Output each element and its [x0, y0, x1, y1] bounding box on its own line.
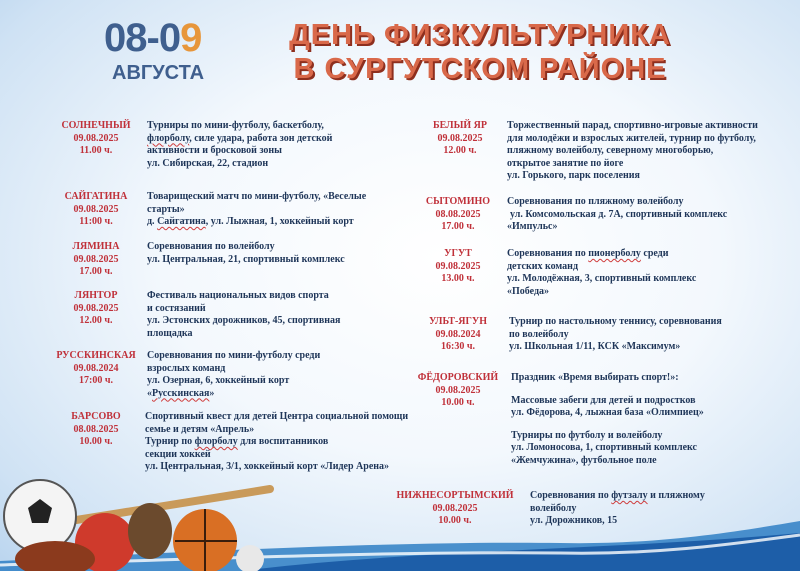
- event-date: 09.08.2025: [73, 253, 119, 265]
- event-place: НИЖНЕСОРТЫМСКИЙ: [396, 490, 514, 501]
- event-time: 17:00 ч.: [79, 375, 113, 386]
- sports-equipment-image: [0, 461, 280, 571]
- description-line: флорболу, силе удара, работа зон детской: [147, 132, 333, 144]
- description-line: ул. Эстонских дорожников, 45, спортивная: [147, 315, 341, 326]
- event-place: УЛЬТ-ЯГУН: [428, 316, 488, 327]
- event-ugut-description: [507, 248, 782, 298]
- event-lyantor-info: [48, 290, 144, 328]
- description-line: Турнир по флорболу для воспитанников: [145, 436, 329, 447]
- description-line: волейболу: [530, 502, 577, 514]
- month-label: АВГУСТА: [112, 62, 205, 84]
- event-place: СЫТОМИНО: [425, 196, 491, 207]
- event-date: 09.08.2025: [435, 260, 481, 272]
- event-lyamina-info: [48, 241, 144, 279]
- event-place: САЙГАТИНА: [64, 191, 128, 202]
- event-time: 10.00 ч.: [79, 436, 113, 447]
- event-fedorovsky-info: [410, 372, 506, 410]
- description-line: активности и бросковой зоны: [147, 145, 282, 156]
- event-russkinskaya-info: [48, 350, 144, 388]
- event-date: 09.08.2025: [73, 203, 119, 215]
- event-lyamina-description: [147, 241, 407, 266]
- description-line: Торжественный парад, спортивно-игровые активности: [507, 120, 758, 131]
- description-line: ул. Молодёжная, 3, спортивный комплекс: [507, 273, 697, 284]
- description-line: «Русскинская»: [147, 387, 215, 399]
- description-line: и состязаний: [147, 302, 206, 314]
- event-lyantor-description: [147, 290, 407, 340]
- description-line: Турнир по настольному теннису, соревнования: [509, 316, 722, 327]
- description-line: д. Сайгатина, ул. Лыжная, 1, хоккейный корт: [147, 216, 354, 227]
- description-line: Товарищеский матч по мини-футболу, «Веселые: [147, 191, 367, 202]
- description-line: ул. Комсомольская д. 7А, спортивный комплекс: [510, 208, 728, 220]
- event-time: 11:00 ч.: [79, 216, 113, 227]
- description-line: ул. Фёдорова, 4, лыжная база «Олимпиец»: [511, 407, 704, 418]
- event-place: УГУТ: [444, 248, 472, 259]
- description-line: ул. Дорожников, 15: [530, 515, 618, 526]
- description-line: Турниры по футболу и волейболу: [511, 429, 663, 441]
- event-barsovo-description: [145, 411, 425, 474]
- event-date: 08.08.2025: [73, 423, 119, 435]
- description-line: ул. Центральная, 3/1, хоккейный корт «Лидер Арена»: [145, 461, 390, 472]
- event-time: 17.00 ч.: [441, 221, 475, 232]
- description-line: ул. Центральная, 21, спортивный комплекс: [147, 253, 345, 265]
- event-time: 12.00 ч.: [443, 145, 477, 156]
- event-sytomino-description: [507, 196, 782, 234]
- event-time: 17.00 ч.: [79, 266, 113, 277]
- description-line: Соревнования по мини-футболу среди: [147, 350, 321, 361]
- description-line: ул. Горького, парк поселения: [507, 170, 640, 181]
- event-russkinskaya-description: [147, 350, 407, 400]
- event-time: 10.00 ч.: [441, 397, 475, 408]
- title-line-1: ДЕНЬ ФИЗКУЛЬТУРНИКА: [289, 19, 671, 51]
- description-line: семье и детям «Апрель»: [145, 423, 255, 435]
- description-line: по волейболу: [509, 328, 569, 340]
- description-line: взрослых команд: [147, 362, 226, 374]
- event-solnechny-description: [147, 120, 407, 170]
- event-fedorovsky-description: [511, 372, 786, 467]
- event-place: РУССКИНСКАЯ: [56, 350, 136, 361]
- description-line: открытое занятие по йоге: [507, 157, 624, 169]
- event-time: 13.00 ч.: [441, 273, 475, 284]
- description-line: Соревнования по волейболу: [147, 241, 275, 252]
- event-place: ЛЯМИНА: [72, 241, 120, 252]
- description-line: старты»: [147, 203, 185, 215]
- event-date: 09.08.2025: [437, 132, 483, 144]
- description-line: ул. Озерная, 6, хоккейный корт: [147, 375, 290, 386]
- event-ugut-info: [410, 248, 506, 286]
- description-line: секции хоккей: [145, 448, 211, 460]
- description-line: «Импульс»: [507, 221, 558, 232]
- event-ult-yagun-description: [509, 316, 784, 354]
- event-ult-yagun-info: [410, 316, 506, 354]
- description-line: Фестиваль национальных видов спорта: [147, 290, 329, 301]
- description-line: для молодёжи и взрослых жителей, турнир по футболу,: [507, 132, 756, 144]
- description-line: «Жемчужина», футбольное поле: [511, 454, 657, 466]
- event-date: 09.08.2025: [73, 132, 119, 144]
- description-line: Спортивный квест для детей Центра социальной помощи: [145, 411, 409, 422]
- event-solnechny-info: [48, 120, 144, 158]
- description-line: ул. Сибирская, 22, стадион: [147, 157, 269, 169]
- event-bely-yar-description: [507, 120, 782, 183]
- event-time: 11.00 ч.: [79, 145, 113, 156]
- event-time: 12.00 ч.: [79, 315, 113, 326]
- event-time: 16:30 ч.: [441, 341, 475, 352]
- spacer: [511, 420, 786, 430]
- event-date: 09.08.2025: [432, 502, 478, 514]
- page-title: [250, 18, 710, 86]
- description-line: Турниры по мини-футболу, баскетболу,: [147, 120, 324, 131]
- event-place: СОЛНЕЧНЫЙ: [61, 120, 131, 131]
- description-line: Соревнования по пляжному волейболу: [507, 196, 684, 207]
- spacer: [511, 385, 786, 395]
- date-range: 08-09: [104, 16, 202, 60]
- description-line: Праздник «Время выбирать спорт!»:: [511, 372, 679, 383]
- event-place: ФЁДОРОВСКИЙ: [417, 372, 499, 383]
- event-place: БЕЛЫЙ ЯР: [432, 120, 488, 131]
- event-bely-yar-info: [412, 120, 508, 158]
- event-place: БАРСОВО: [71, 411, 121, 422]
- description-line: Массовые забеги для детей и подростков: [511, 394, 696, 406]
- event-saygatina-info: [48, 191, 144, 229]
- event-nizhnesortymsky-info: [390, 490, 520, 528]
- description-line: «Победа»: [507, 285, 550, 297]
- event-nizhnesortymsky-description: [530, 490, 790, 528]
- description-line: площадка: [147, 327, 193, 339]
- event-date: 09.08.2025: [73, 302, 119, 314]
- event-barsovo-info: [48, 411, 144, 449]
- title-line-2: В СУРГУТСКОМ РАЙОНЕ: [293, 53, 667, 85]
- description-line: Соревнования по футзалу и пляжному: [530, 490, 705, 501]
- event-place: ЛЯНТОР: [74, 290, 118, 301]
- event-date: 09.08.2025: [435, 384, 481, 396]
- description-line: ул. Школьная 1/11, КСК «Максимум»: [509, 341, 681, 352]
- description-line: пляжному волейболу, северному многоборью,: [507, 145, 714, 156]
- description-line: Соревнования по пионерболу среди: [507, 248, 669, 259]
- event-sytomino-info: [410, 196, 506, 234]
- event-date: 08.08.2025: [435, 208, 481, 220]
- event-saygatina-description: [147, 191, 407, 229]
- description-line: ул. Ломоносова, 1, спортивный комплекс: [511, 442, 697, 453]
- description-line: детских команд: [507, 260, 578, 272]
- event-date: 09.08.2024: [73, 362, 119, 374]
- event-time: 10.00 ч.: [438, 515, 472, 526]
- event-date: 09.08.2024: [435, 328, 481, 340]
